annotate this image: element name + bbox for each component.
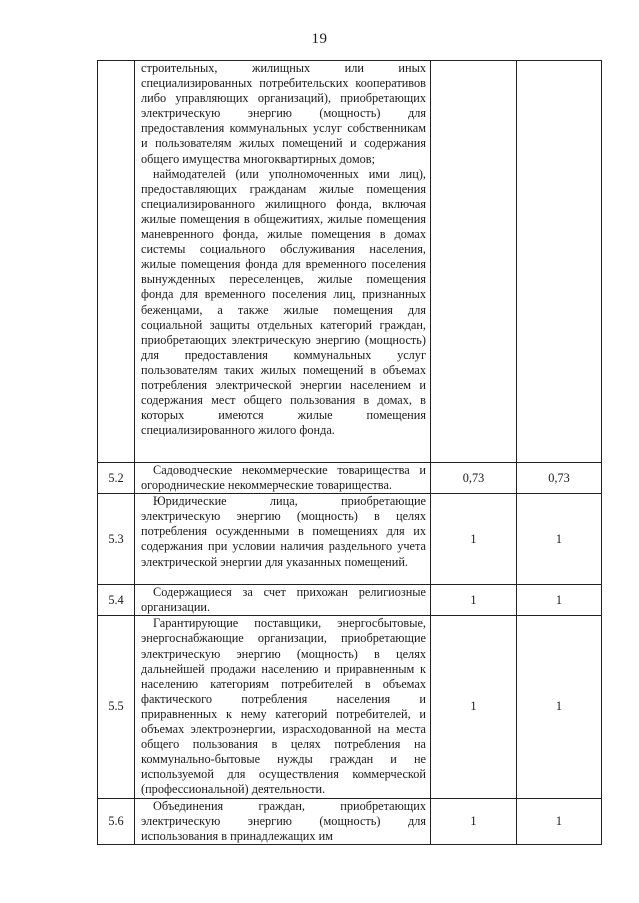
- description-paragraph: Юридические лица, приобретающие электрическую энергию (мощность) в целях потребления осужденными в помещениях для их содержания при условии наличия раздельного учета электрической энергии для указанных помещений.: [141, 494, 426, 569]
- value-col-2: 1: [517, 798, 602, 844]
- value-col-1: [431, 61, 517, 463]
- row-number: 5.4: [98, 585, 135, 616]
- description-paragraph: наймодателей (или уполномоченных ими лиц), предоставляющих гражданам жилые помещения специализированного жилищного фонда, включая жилые помещения в общежитиях, жилые помещения маневренного фонда, жилые помещения в домах системы социального обслуживания населения, жилые помещения фонда для временного поселения вынужденных переселенцев, жилые помещения фонда для временного поселения лиц, признанных беженцами, а также жилые помещения для социальной защиты отдельных категорий граждан, приобретающих электрическую энергию (мощность) для предоставления коммунальных услуг пользователям таких жилых помещений в объемах потребления электрической энергии населением и содержания мест общего пользования в домах, в которых имеются жилые помещения специализированного жилого фонда.: [141, 166, 426, 438]
- value-col-2: 1: [517, 585, 602, 616]
- description-paragraph: Гарантирующие поставщики, энергосбытовые, энергоснабжающие организации, приобретающие электрическую энергию (мощность) в целях дальнейшей продажи населению и приравненным к населению категориям потребителей в объемах фактического потребления населения и приравненных к нему категорий потребителей, и объемах электроэнергии, израсходованной на места общего пользования в целях потребления на коммунально-бытовые нужды граждан и не используемой для осуществления коммерческой (профессиональной) деятельности.: [141, 616, 426, 797]
- table-row: [98, 798, 602, 844]
- value-col-1: 1: [431, 494, 517, 585]
- tariff-table: [97, 60, 602, 845]
- row-description: [135, 61, 431, 463]
- row-description: [135, 463, 431, 494]
- row-number: 5.3: [98, 494, 135, 585]
- value-col-2: 1: [517, 616, 602, 798]
- row-description: [135, 585, 431, 616]
- table-row: [98, 463, 602, 494]
- row-number: 5.5: [98, 616, 135, 798]
- description-paragraph: Садоводческие некоммерческие товарищества и огороднические некоммерческие товарищества.: [141, 463, 426, 493]
- row-description: [135, 494, 431, 585]
- value-col-2: [517, 61, 602, 463]
- row-number: [98, 61, 135, 463]
- page-number: 19: [311, 31, 328, 47]
- value-col-2: 0,73: [517, 463, 602, 494]
- value-col-1: 1: [431, 798, 517, 844]
- table-row: [98, 585, 602, 616]
- table-row: [98, 616, 602, 798]
- table-row: [98, 61, 602, 463]
- description-paragraph: Содержащиеся за счет прихожан религиозные организации.: [141, 585, 426, 615]
- description-paragraph: Объединения граждан, приобретающих электрическую энергию (мощность) для использования в принадлежащих им: [141, 798, 426, 843]
- value-col-2: 1: [517, 494, 602, 585]
- value-col-1: 0,73: [431, 463, 517, 494]
- row-number: 5.6: [98, 798, 135, 844]
- description-paragraph: строительных, жилищных или иных специализированных потребительских кооперативов либо управляющих организаций), приобретающих электрическую энергию (мощность) для предоставления коммунальных услуг собственникам и пользователям жилых помещений и содержания общего имущества многоквартирных домов;: [141, 61, 426, 166]
- value-col-1: 1: [431, 585, 517, 616]
- row-description: [135, 798, 431, 844]
- table-row: [98, 494, 602, 585]
- row-number: 5.2: [98, 463, 135, 494]
- row-description: [135, 616, 431, 798]
- value-col-1: 1: [431, 616, 517, 798]
